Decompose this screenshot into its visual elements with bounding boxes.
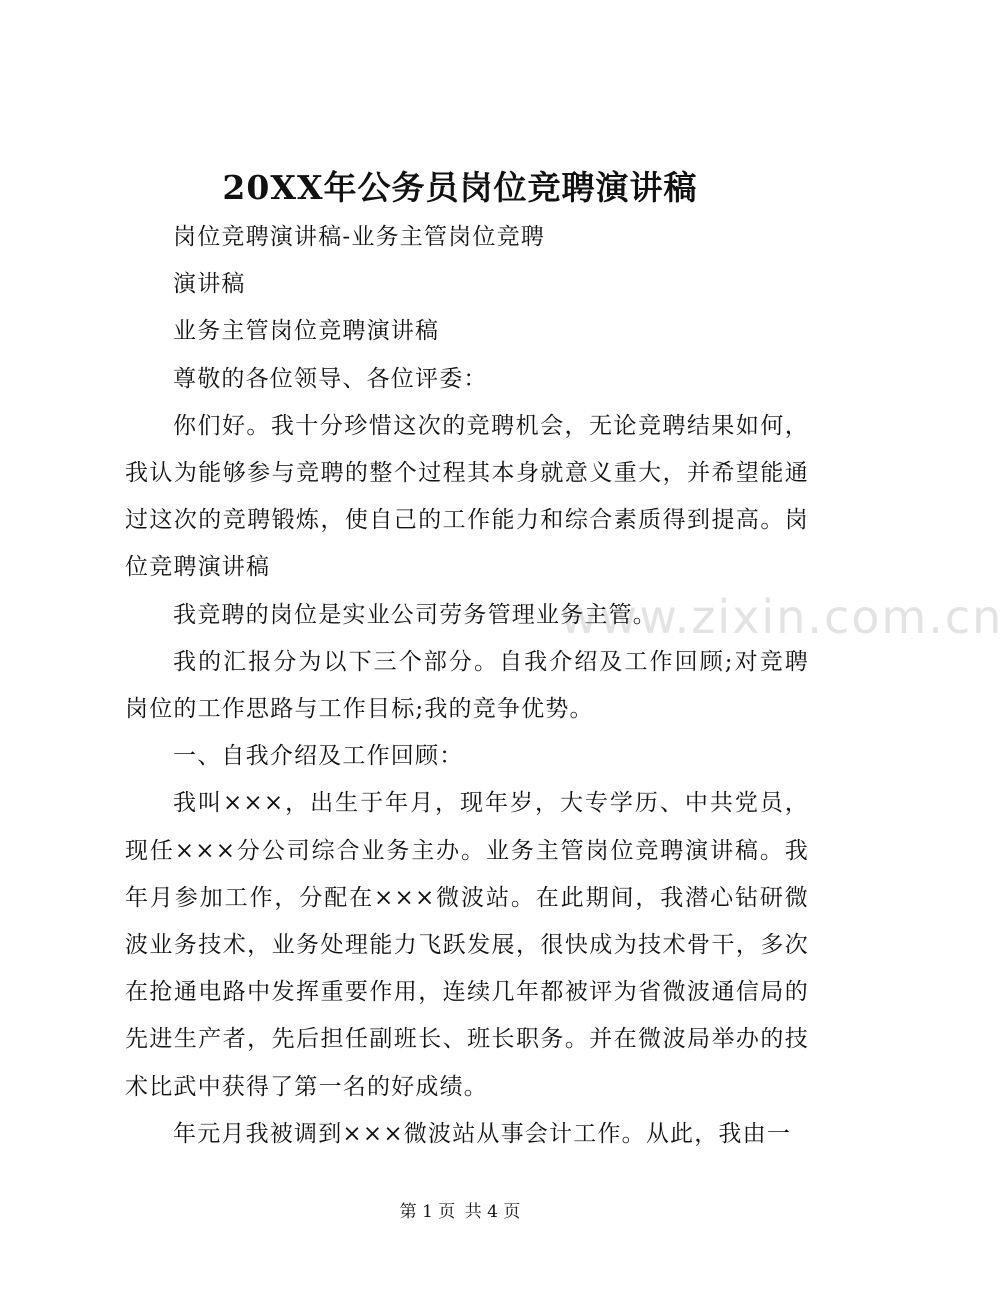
document-body [125,214,809,1158]
total-pages: 共 4 页 [464,1202,521,1222]
current-page-number: 第 1 页 [399,1202,456,1222]
paragraph: 我的汇报分为以下三个部分。自我介绍及工作回顾;对竞聘岗位的工作思路与工作目标;我的竞争优势。 [125,648,809,723]
paragraph: 岗位竞聘演讲稿-业务主管岗位竞聘 [173,224,545,250]
document-title: 20XX年公务员岗位竞聘演讲稿 [222,168,698,207]
paragraph: 一、自我介绍及工作回顾： [173,743,464,770]
paragraph: 我竞聘的岗位是实业公司劳务管理业务主管。 [173,601,657,628]
paragraph: 业务主管岗位竞聘演讲稿 [173,318,440,345]
paragraph: 年元月我被调到×××微波站从事会计工作。从此，我由一 [173,1120,792,1147]
watermark: www.zixin.com.cn [560,590,1003,644]
paragraph: 你们好。我十分珍惜这次的竞聘机会，无论竞聘结果如何，我认为能够参与竞聘的整个过程其本身就意义重大，并希望能通过这次的竞聘锻炼，使自己的工作能力和综合素质得到提高。岗位竞聘演讲稿 [125,412,809,581]
paragraph: 尊敬的各位领导、各位评委： [173,365,488,392]
paragraph: 演讲稿 [173,271,246,298]
page-footer [0,1200,920,1224]
paragraph: 我叫×××，出生于年月，现年岁，大专学历、中共党员，现任×××分公司综合业务主办。业务主管岗位竞聘演讲稿。我年月参加工作，分配在×××微波站。在此期间，我潜心钻研微波业务技术，业务处理能力飞跃发展，很快成为技术骨干，多次在抢通电路中发挥重要作用，连续几年都被评为省微波通信局的先进生产者，先后担任副班长、班长职务。并在微波局举办的技术比武中获得了第一名的好成绩。 [125,790,809,1100]
